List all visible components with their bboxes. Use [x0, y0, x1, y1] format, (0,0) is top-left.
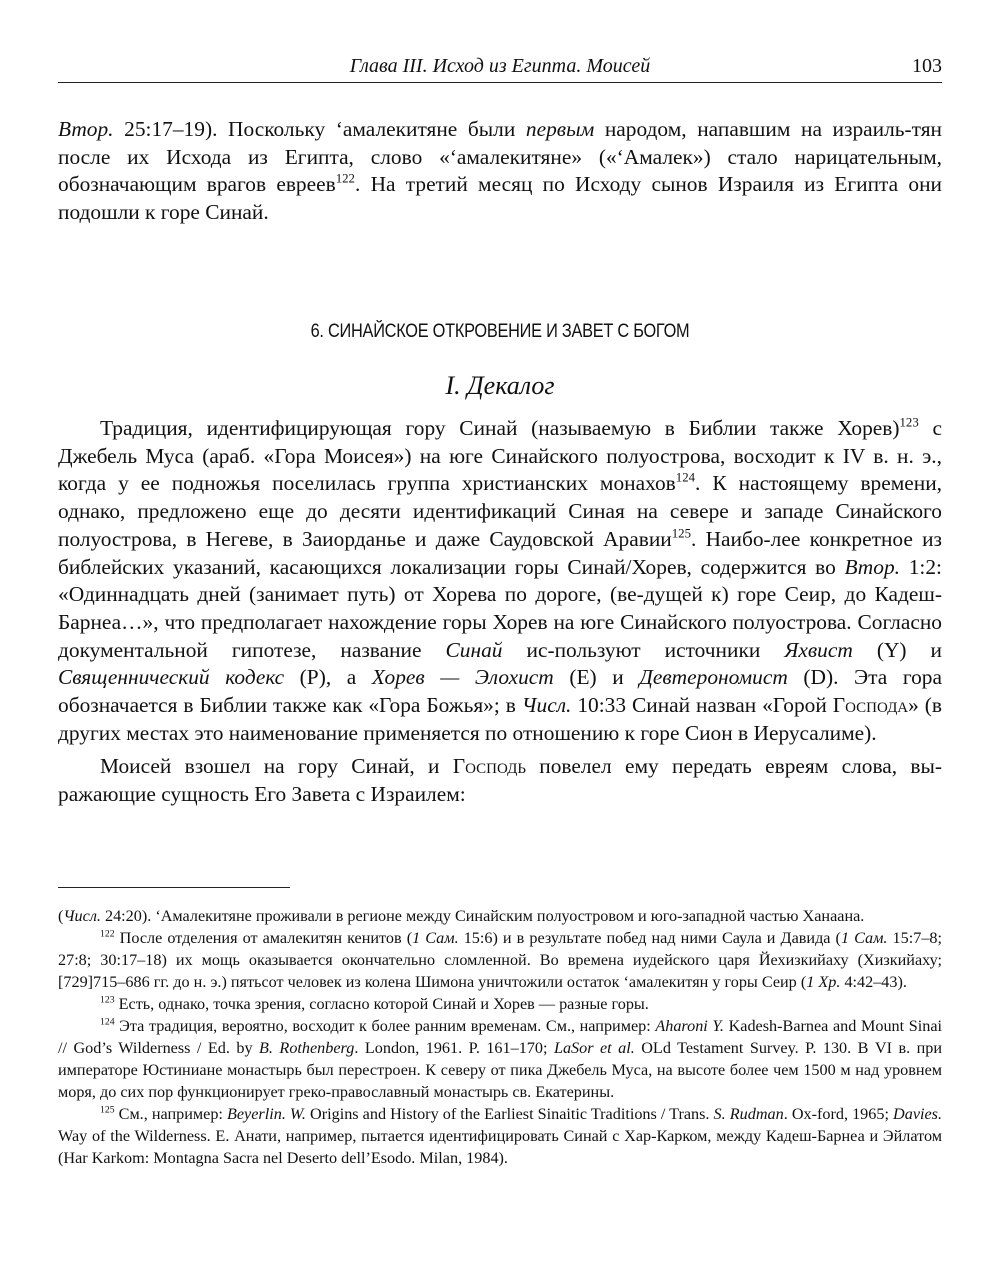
footnote-continued: (Числ. 24:20). ‘Амалекитяне проживали в регионе между Синайским полуостровом и юго-западной частью Ханаана. [58, 907, 865, 925]
subsection-title: I. Декалог [445, 371, 555, 400]
footnote-123: $^{123}$ Есть, однако, точка зрения, согласно которой Синай и Хорев — разные горы. [100, 994, 649, 1013]
term-sinai: Синай [445, 637, 503, 662]
ref-deuteronomy: Втор. [844, 554, 900, 579]
footnote-ref-125: 125 [671, 526, 691, 541]
main-text [58, 415, 942, 809]
continued-paragraph: Втор. 25:17–19). Поскольку ‘амалекитяне были первым народом, напавшим на израиль-тян после их Исхода из Египта, слово «‘амалекитяне» («‘Амалек») стало нарицательным, обозначающим врагов евреев$^{122}$. На третий месяц по Исходу сынов Израиля из Египта они подошли к горе Синай. [58, 117, 942, 225]
footnote-125: $^{125}$ См., например: Beyerlin. W. Origins and History of the Earliest Sinaitic Traditions / Trans. S. Rudman. Ox-ford, 1965; Davies. Way of the Wilderness. E. Анати, например, пытается идентифицировать Синай с Хар-Карком, между Кадеш-Барнеа и Эйлатом (Har Karkom: Montagna Sacra nel Deserto dell’Esodo. Milan, 1984). [58, 1104, 943, 1167]
term-yahwist: Яхвист [784, 637, 853, 662]
paragraph-moses: Моисей взошел на гору Синай, и Господь повелел ему передать евреям слова, вы-ражающие сущность Его Завета с Израилем: [58, 754, 942, 807]
running-header [58, 54, 942, 83]
footnotes [58, 905, 942, 1169]
footnote-124: $^{124}$ Эта традиция, вероятно, восходит к более ранним временам. См., например: Aharoni Y. Kadesh-Barnea and Mount Sinai // God’s Wilderness / Ed. by B. Rothenberg. London, 1961. P. 161–170; LaSor et al. OLd Testament Survey. P. 130. В VI в. при императоре Юстиниане монастырь был перестроен. К северу от пика Джебель Муса, на высоте более чем 1500 м над уровнем моря, до сих пор функционирует греко-православный монастырь св. Екатерины. [58, 1016, 943, 1101]
footnote-ref-122: 122 [335, 172, 355, 187]
section-title: 6. СИНАЙСКОЕ ОТКРОВЕНИЕ И ЗАВЕТ С БОГОМ [310, 321, 690, 342]
footnote-divider [58, 887, 290, 888]
divine-name: Господь [452, 754, 526, 779]
term-deuteronomist: Девтерономист [639, 665, 788, 690]
emphasis: первым [525, 117, 595, 141]
term-horeb-elohist: Хорев — Элохист [371, 665, 554, 690]
ref-deuteronomy: Втор. [58, 117, 114, 141]
footnote-ref-123: 123 [899, 415, 919, 430]
footnote-ref-124: 124 [675, 471, 696, 486]
footnote-122: $^{122}$ После отделения от амалекитян кенитов (1 Сам. 15:6) и в результате побед над ними Саула и Давида (1 Сам. 15:7–8; 27:8; 30:17–18) их мощь оказывается окончательно сломленной. Во времена иудейского царя Йехизкийаху (Хизкийаху; [729]715–686 гг. до н. э.) пятьсот человек из колена Шимона уничтожили остаток ‘амалекитян у горы Сеир (1 Хр. 4:42–43). [58, 928, 943, 991]
page-number: 103 [912, 55, 942, 77]
ref-numbers: Числ. [521, 693, 572, 718]
running-title: Глава III. Исход из Египта. Моисей [349, 55, 651, 77]
term-priestly-code: Священнический кодекс [58, 665, 285, 690]
paragraph-tradition: Традиция, идентифицирующая гору Синай (называемую в Библии также Хорев)$^{123}$ с Джебель Муса (араб. «Гора Моисея») на юге Синайского полуострова, восходит к IV в. н. э., когда у ее подножья поселилась группа христианских монахов$^{124}$. К настоящему времени, однако, предложено еще до десяти идентификаций Синая на севере и западе Синайского полуострова, в Негеве, в Заиорданье и даже Саудовской Аравии$^{125}$. Наибо-лее конкретное из библейских указаний, касающихся локализации горы Синай/Хорев, содержится во Втор. 1:2: «Одиннадцать дней (занимает путь) от Хорева по дороге, (ве-дущей к) горе Сеир, до Кадеш-Барнеа…», что предполагает нахождение горы Хорев на юге Синайского полуострова. Согласно документальной гипотезе, название Синай ис-пользуют источники Яхвист (Y) и Священнический кодекс (P), а Хорев — Элохист (E) и Девтерономист (D). Эта гора обозначается в Библии также как «Гора Божья»; в Числ. 10:33 Синай назван «Горой Господа» (в других местах это наименование применяется по отношению к горе Сион в Иерусалиме). [58, 415, 943, 745]
divine-name: Господа [832, 693, 909, 718]
